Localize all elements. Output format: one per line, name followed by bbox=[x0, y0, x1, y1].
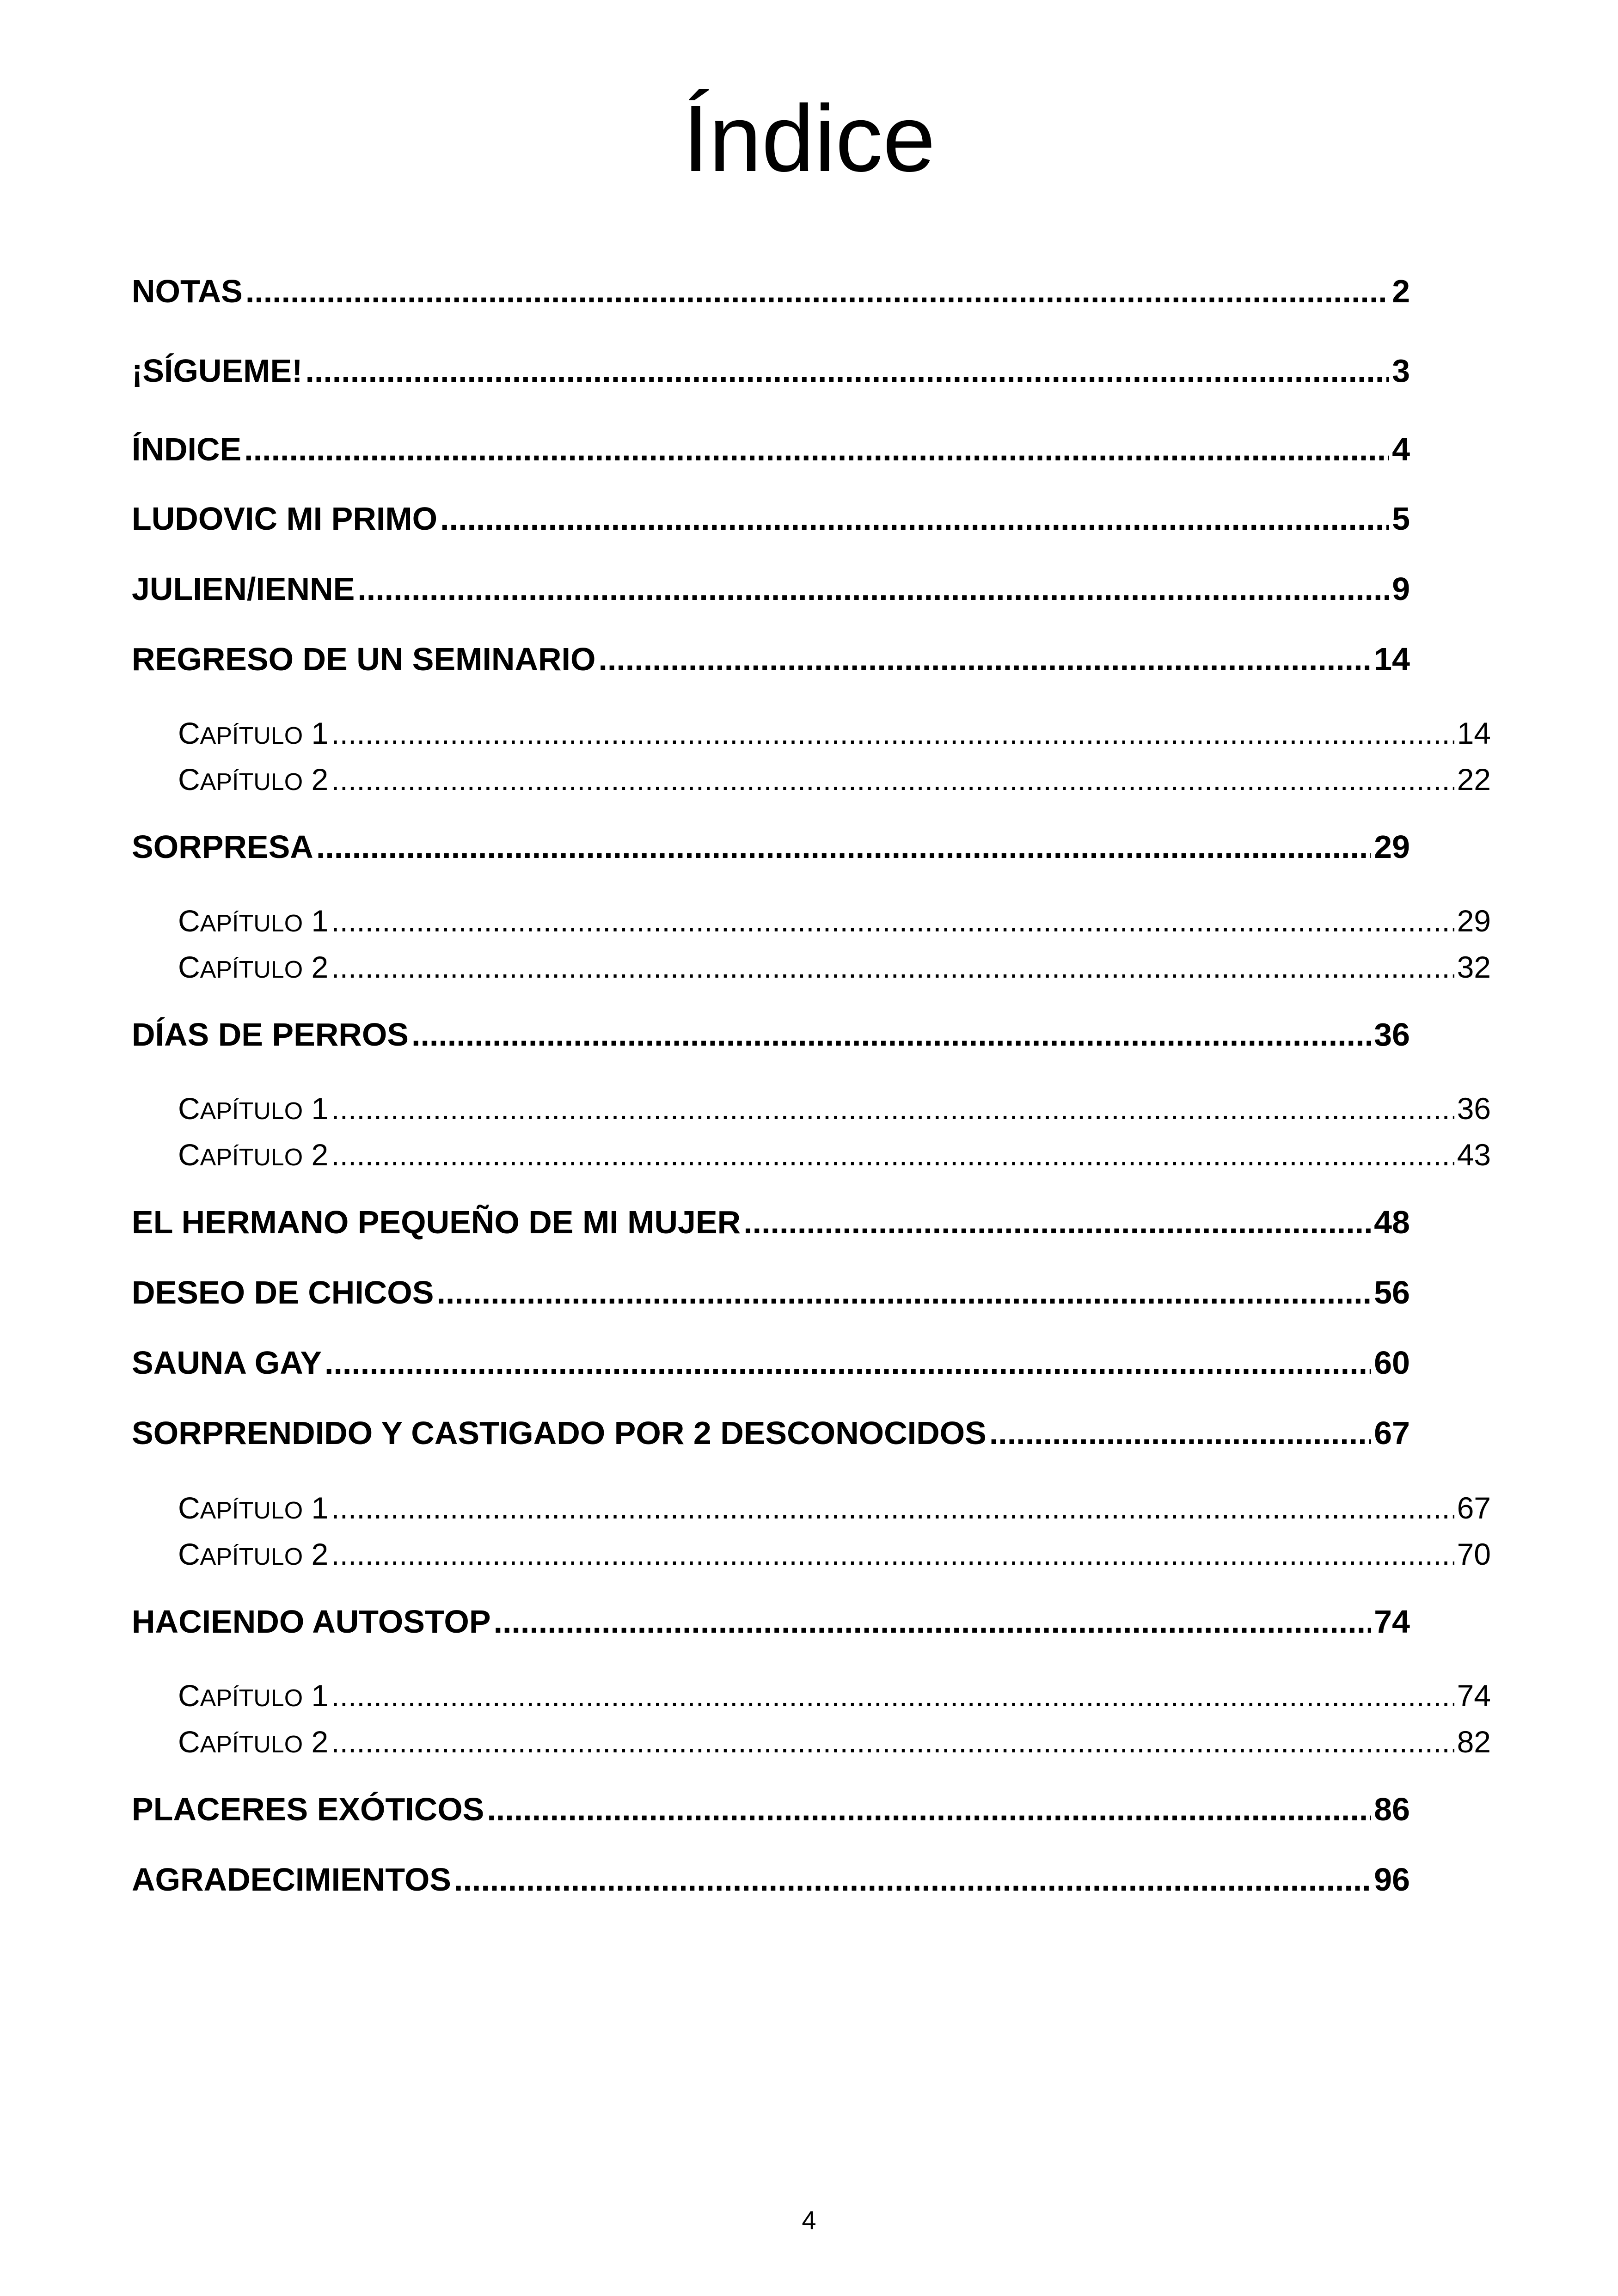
toc-entry-label: CAPÍTULO 2 bbox=[178, 1725, 329, 1759]
toc-page-number: 74 bbox=[1374, 1604, 1410, 1640]
toc-entry-label: JULIEN/IENNE bbox=[132, 571, 355, 607]
toc-dot-leader bbox=[331, 712, 1454, 754]
toc-page-number: 48 bbox=[1374, 1204, 1410, 1240]
toc-entry[interactable] bbox=[132, 348, 1410, 394]
toc-subentry[interactable] bbox=[178, 712, 1491, 754]
toc-page-number: 5 bbox=[1392, 501, 1410, 537]
toc-entry-label: AGRADECIMIENTOS bbox=[132, 1861, 451, 1898]
toc-subentry[interactable] bbox=[178, 1087, 1491, 1130]
toc-entry-label: CAPÍTULO 2 bbox=[178, 762, 329, 796]
page-number: 4 bbox=[802, 2205, 816, 2235]
toc-entry[interactable] bbox=[132, 566, 1410, 612]
toc-dot-leader bbox=[357, 566, 1389, 612]
toc-entry-label: CAPÍTULO 1 bbox=[178, 1678, 329, 1713]
toc-entry-label: DESEO DE CHICOS bbox=[132, 1274, 434, 1310]
toc-subentry[interactable] bbox=[178, 1133, 1491, 1176]
toc-entry-label: PLACERES EXÓTICOS bbox=[132, 1791, 484, 1827]
toc-entry[interactable] bbox=[132, 1598, 1410, 1645]
toc-dot-leader bbox=[331, 1674, 1454, 1717]
toc-dot-leader bbox=[331, 758, 1454, 801]
toc-entry-label: CAPÍTULO 2 bbox=[178, 950, 329, 984]
toc-subentry[interactable] bbox=[178, 1674, 1491, 1717]
toc-dot-leader bbox=[331, 1487, 1454, 1529]
toc-page-number: 4 bbox=[1392, 431, 1410, 467]
toc-dot-leader bbox=[331, 1720, 1454, 1763]
toc-entry-label: EL HERMANO PEQUEÑO DE MI MUJER bbox=[132, 1204, 741, 1240]
page-title: Índice bbox=[682, 86, 936, 191]
toc-dot-leader bbox=[440, 496, 1389, 542]
toc-entry-label: CAPÍTULO 1 bbox=[178, 1491, 329, 1525]
toc-dot-leader bbox=[316, 824, 1371, 870]
toc-subentry[interactable] bbox=[178, 758, 1491, 801]
toc-entry-label: ¡SÍGUEME! bbox=[132, 353, 303, 389]
toc-page-number: 14 bbox=[1374, 641, 1410, 677]
toc-page-number: 29 bbox=[1374, 829, 1410, 865]
toc-page-number: 36 bbox=[1457, 1091, 1491, 1126]
toc-entry-label: CAPÍTULO 2 bbox=[178, 1138, 329, 1172]
toc-entry[interactable] bbox=[132, 496, 1410, 542]
toc-entry-label: REGRESO DE UN SEMINARIO bbox=[132, 641, 596, 677]
toc-dot-leader bbox=[411, 1011, 1371, 1058]
toc-page-number: 3 bbox=[1392, 353, 1410, 389]
toc-entry[interactable] bbox=[132, 636, 1410, 682]
toc-dot-leader bbox=[325, 1340, 1371, 1386]
toc-dot-leader bbox=[487, 1786, 1371, 1832]
toc-entry[interactable] bbox=[132, 426, 1410, 472]
toc-entry-label: CAPÍTULO 2 bbox=[178, 1537, 329, 1571]
toc-page-number: 96 bbox=[1374, 1861, 1410, 1898]
toc-dot-leader bbox=[989, 1410, 1371, 1456]
toc-dot-leader bbox=[244, 426, 1389, 472]
toc-page-number: 36 bbox=[1374, 1016, 1410, 1053]
toc-page-number: 74 bbox=[1457, 1678, 1491, 1713]
toc-entry[interactable] bbox=[132, 268, 1410, 314]
toc-page-number: 86 bbox=[1374, 1791, 1410, 1827]
toc-dot-leader bbox=[494, 1598, 1372, 1645]
toc-page-number: 22 bbox=[1457, 762, 1491, 796]
toc-dot-leader bbox=[743, 1199, 1371, 1245]
toc-entry-label: LUDOVIC MI PRIMO bbox=[132, 501, 438, 537]
toc-entry[interactable] bbox=[132, 1340, 1410, 1386]
toc-entry-label: ÍNDICE bbox=[132, 431, 242, 467]
toc-dot-leader bbox=[331, 1133, 1454, 1176]
toc-dot-leader bbox=[436, 1269, 1371, 1316]
toc-entry-label: CAPÍTULO 1 bbox=[178, 716, 329, 750]
toc-entry[interactable] bbox=[132, 824, 1410, 870]
toc-subentry[interactable] bbox=[178, 1720, 1491, 1763]
toc-dot-leader bbox=[454, 1856, 1371, 1903]
toc-page-number: 70 bbox=[1457, 1537, 1491, 1571]
toc-subentry[interactable] bbox=[178, 900, 1491, 942]
toc-dot-leader bbox=[598, 636, 1371, 682]
toc-entry[interactable] bbox=[132, 1856, 1410, 1903]
toc-dot-leader bbox=[331, 1087, 1454, 1130]
toc-page-number: 32 bbox=[1457, 950, 1491, 984]
toc-entry-label: DÍAS DE PERROS bbox=[132, 1016, 409, 1053]
toc-entry[interactable] bbox=[132, 1786, 1410, 1832]
toc-entry-label: CAPÍTULO 1 bbox=[178, 1091, 329, 1126]
toc-dot-leader bbox=[331, 1533, 1454, 1575]
toc-dot-leader bbox=[245, 268, 1389, 314]
toc-dot-leader bbox=[331, 900, 1454, 942]
toc-subentry[interactable] bbox=[178, 1487, 1491, 1529]
toc-subentry[interactable] bbox=[178, 946, 1491, 988]
toc-page-number: 67 bbox=[1374, 1415, 1410, 1451]
toc-entry[interactable] bbox=[132, 1011, 1410, 1058]
toc-page-number: 82 bbox=[1457, 1725, 1491, 1759]
toc-entry-label: NOTAS bbox=[132, 273, 243, 309]
toc-page-number: 67 bbox=[1457, 1491, 1491, 1525]
toc-page-number: 9 bbox=[1392, 571, 1410, 607]
toc-entry-label: CAPÍTULO 1 bbox=[178, 904, 329, 938]
toc-page-number: 56 bbox=[1374, 1274, 1410, 1310]
toc-entry[interactable] bbox=[132, 1199, 1410, 1245]
toc-page-number: 60 bbox=[1374, 1345, 1410, 1381]
toc-page-number: 29 bbox=[1457, 904, 1491, 938]
toc-entry[interactable] bbox=[132, 1269, 1410, 1316]
toc-entry[interactable] bbox=[132, 1410, 1410, 1456]
toc-page-number: 14 bbox=[1457, 716, 1491, 750]
toc-dot-leader bbox=[331, 946, 1454, 988]
toc-page-number: 43 bbox=[1457, 1138, 1491, 1172]
toc-entry-label: SAUNA GAY bbox=[132, 1345, 322, 1381]
toc-entry-label: SORPRENDIDO Y CASTIGADO POR 2 DESCONOCIDOS bbox=[132, 1415, 987, 1451]
toc-entry-label: SORPRESA bbox=[132, 829, 313, 865]
toc-page-number: 2 bbox=[1392, 273, 1410, 309]
toc-entry-label: HACIENDO AUTOSTOP bbox=[132, 1604, 491, 1640]
toc-dot-leader bbox=[305, 348, 1389, 394]
toc-subentry[interactable] bbox=[178, 1533, 1491, 1575]
